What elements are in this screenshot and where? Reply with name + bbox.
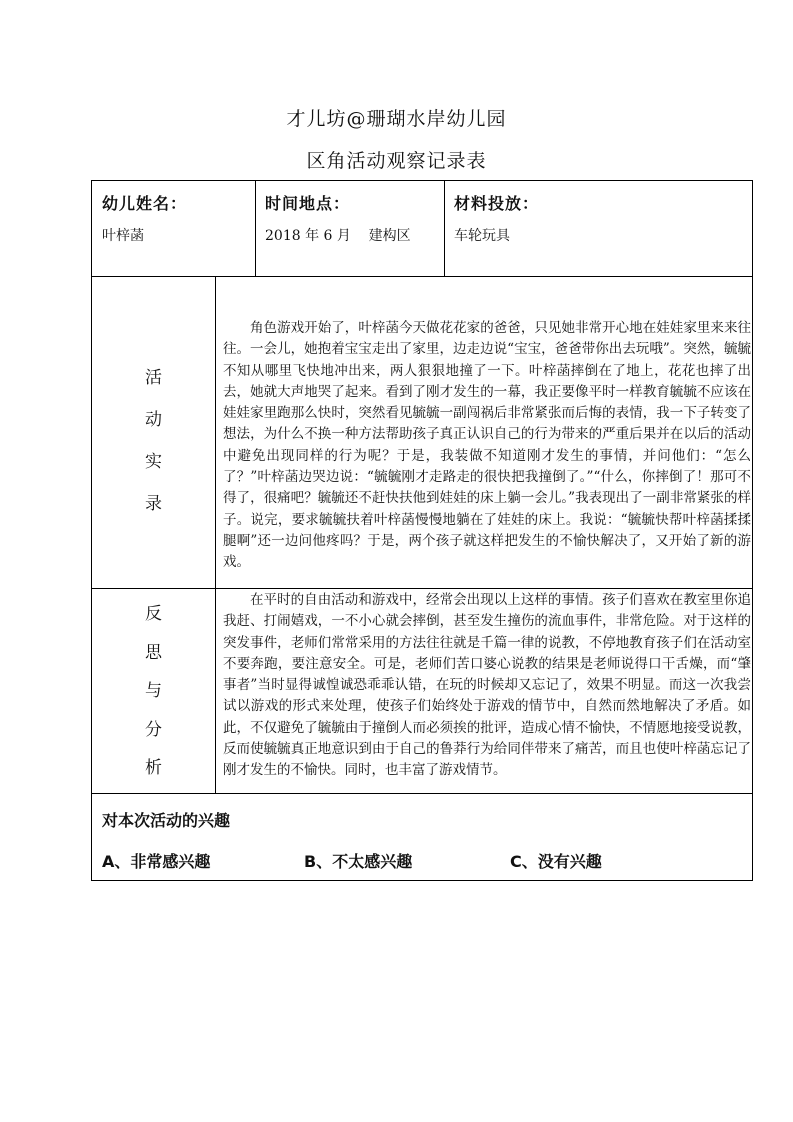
child-name-label: 幼儿姓名：: [102, 194, 188, 213]
activity-label-char: 活: [145, 368, 162, 388]
interest-label: 对本次活动的兴趣: [102, 811, 231, 830]
divider: [215, 276, 216, 793]
activity-label-char: 实: [145, 452, 162, 472]
form-title: 区角活动观察记录表: [306, 150, 487, 172]
reflection-label-char: 思: [145, 642, 162, 663]
reflection-label-char: 析: [145, 758, 162, 778]
option-no-interest[interactable]: C、没有兴趣: [510, 852, 602, 871]
activity-record-text: 角色游戏开始了，叶梓菡今天做花花家的爸爸，只见她非常开心地在娃娃家里来来往往。一会儿，她抱着宝宝走出了家里，边走边说“宝宝，爸爸带你出去玩哦”。突然，毓毓不知从哪里飞快地冲出来，两人狠狠地撞了一下。叶梓菡摔倒在了地上，花花也摔了出去，她就大声地哭了起来。看到了刚才发生的一幕，我正要像平时一样教育毓毓不应该在娃娃家里跑那么快时，突然看见毓毓一副闯祸后非常紧张而后悔的表情，我一下子转变了想法，为什么不换一种方法帮助孩子真正认识自己的行为带来的严重后果并在以后的活动中避免出现同样的行为呢？于是，我装做不知道刚才发生的事情，并问他们：“怎么了？”叶梓菡边哭边说：“毓毓刚才走路走的很快把我撞倒了。”“什么，你摔倒了！那可不得了，很痛吧？毓毓还不赶快扶他到娃娃的床上躺一会儿。”我表现出了一副非常紧张的样子。说完，要求毓毓扶着叶梓菡慢慢地躺在了娃娃的床上。我说：“毓毓快帮叶梓菡揉揉腿啊”还一边问他疼吗？于是，两个孩子就这样把发生的不愉快解决了，又开始了新的游戏。: [223, 320, 751, 571]
divider: [92, 793, 752, 794]
reflection-label-char: 与: [145, 681, 162, 701]
divider: [92, 588, 752, 589]
child-name-cell: [92, 181, 255, 276]
materials-label: 材料投放：: [454, 194, 540, 213]
time-place-cell: [255, 181, 444, 276]
option-very-interested[interactable]: A、非常感兴趣: [102, 852, 211, 871]
time-place-value: 2018 年 6 月 建构区: [265, 228, 411, 244]
materials-cell: [444, 181, 752, 276]
option-not-very-interested[interactable]: B、不太感兴趣: [304, 852, 413, 871]
activity-label-char: 录: [145, 494, 162, 514]
reflection-text: 在平时的自由活动和游戏中，经常会出现以上这样的事情。孩子们喜欢在教室里你追我赶、打闹嬉戏，一不小心就会摔倒，甚至发生撞伤的流血事件，非常危险。对于这样的突发事件，老师们常常采用的方法往往就是千篇一律的说教，不停地教育孩子们在活动室不要奔跑，要注意安全。可是，老师们苦口婆心说教的结果是老师说得口干舌燥，而“肇事者”当时显得诚惶诚恐乖乖认错，在玩的时候却又忘记了，效果不明显。而这一次我尝试以游戏的形式来处理，使孩子们始终处于游戏的情节中，自然而然地解决了矛盾。如此，不仅避免了毓毓由于撞倒人而必须挨的批评，造成心情不愉快，不情愿地接受说教，反而使毓毓真正地意识到由于自己的鲁莽行为给同伴带来了痛苦，而且也使叶梓菡忘记了刚才发生的不愉快。同时，也丰富了游戏情节。: [223, 592, 751, 779]
time-place-label: 时间地点：: [265, 194, 351, 213]
reflection-label: [92, 595, 215, 788]
divider: [92, 276, 752, 277]
observation-table: [91, 180, 753, 881]
child-name-value: 叶梓菡: [102, 228, 144, 244]
materials-value: 车轮玩具: [454, 228, 510, 244]
activity-record-label: [92, 357, 215, 525]
reflection-label-char: 反: [145, 604, 162, 624]
school-name: 才儿坊@珊瑚水岸幼儿园: [286, 108, 507, 130]
reflection-label-char: 分: [145, 719, 162, 740]
activity-label-char: 动: [145, 410, 162, 430]
